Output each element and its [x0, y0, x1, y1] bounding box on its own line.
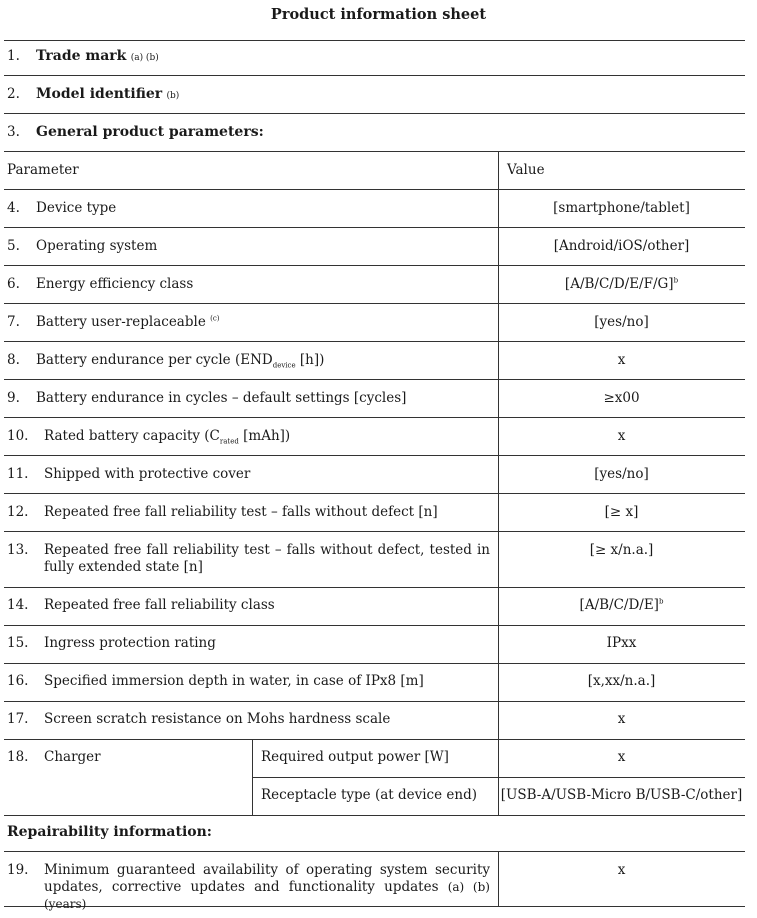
row-number: 11. — [7, 466, 29, 482]
rule — [4, 493, 745, 494]
rule — [4, 113, 745, 114]
footnote-refs: (a) (b) — [130, 53, 159, 63]
row-number: 12. — [7, 504, 29, 520]
item-number: 3. — [7, 124, 20, 140]
row-value: [yes/no] — [594, 466, 649, 482]
item-label: Model identifier — [36, 86, 163, 102]
row-value: IPxx — [606, 635, 637, 651]
rule — [4, 151, 745, 152]
row-number: 10. — [7, 428, 29, 444]
row-number: 18. — [7, 749, 29, 765]
row-parameter: Repeated free fall reliability test – falls without defect, tested in fully extended state [n] — [44, 542, 490, 575]
row-value: [Android/iOS/other] — [553, 238, 690, 254]
row-parameter: Ingress protection rating — [44, 635, 216, 651]
rule — [4, 227, 745, 228]
row-parameter: Repeated free fall reliability test – falls without defect [n] — [44, 504, 438, 520]
row-value: [≥ x/n.a.] — [589, 542, 654, 558]
row-value: x — [617, 711, 626, 727]
row-parameter: Battery endurance per cycle ($END_{device}$ [h]) — [36, 352, 325, 370]
row-number: 19. — [7, 862, 29, 878]
row-parameter: Shipped with protective cover — [44, 466, 251, 482]
rule — [4, 189, 745, 190]
row-number: 4. — [7, 200, 20, 216]
row-parameter: Operating system — [36, 238, 158, 254]
rule — [4, 341, 745, 342]
row-value: ≥x00 — [603, 390, 640, 406]
rule — [4, 701, 745, 702]
row-number: 6. — [7, 276, 20, 292]
rule — [4, 739, 745, 740]
row-value: [x,xx/n.a.] — [587, 673, 656, 689]
row-number: 15. — [7, 635, 29, 651]
row-number: 9. — [7, 390, 20, 406]
charger-sub-parameter: Receptacle type (at device end) — [261, 787, 477, 803]
charger-sub-value: x — [617, 749, 626, 765]
row-parameter: Screen scratch resistance on Mohs hardness scale — [44, 711, 391, 727]
rule — [4, 625, 745, 626]
row-value: $[A/B/C/D/E]^b$ — [579, 597, 664, 613]
charger-divider — [252, 739, 253, 815]
charger-label: Charger — [44, 749, 101, 765]
row-parameter: Battery user-replaceable $^{(c)}$ — [36, 314, 220, 330]
rule — [4, 531, 745, 532]
row-value: x — [617, 862, 626, 878]
row-value: [≥ x] — [604, 504, 639, 520]
item-label: General product parameters: — [36, 124, 264, 140]
row-value: [smartphone/tablet] — [553, 200, 690, 216]
row-parameter: Energy efficiency class — [36, 276, 194, 292]
row-value: [yes/no] — [594, 314, 649, 330]
row-number: 17. — [7, 711, 29, 727]
charger-sub-parameter: Required output power [W] — [261, 749, 449, 765]
row-parameter: Minimum guaranteed availability of operating system security updates, corrective updates and functionality updates (a) (b) (years) — [44, 862, 490, 911]
row-parameter: Device type — [36, 200, 117, 216]
item-number: 1. — [7, 48, 20, 64]
row-parameter: Specified immersion depth in water, in case of IPx8 [m] — [44, 673, 424, 689]
footnote-refs: (b) — [166, 91, 180, 101]
rule — [4, 303, 745, 304]
page-title: Product information sheet — [270, 6, 487, 23]
row-number: 5. — [7, 238, 20, 254]
row-parameter: Rated battery capacity ($C_{rated}$ [mAh]) — [44, 428, 291, 446]
rule — [4, 417, 745, 418]
row-parameter: Repeated free fall reliability class — [44, 597, 275, 613]
charger-sub-value: [USB-A/USB-Micro B/USB-C/other] — [500, 787, 743, 803]
row-number: 14. — [7, 597, 29, 613]
row-number: 7. — [7, 314, 20, 330]
rule-top — [4, 40, 745, 41]
rule — [4, 265, 745, 266]
header-value: Value — [507, 162, 545, 178]
row-number: 16. — [7, 673, 29, 689]
rule — [4, 587, 745, 588]
row-value: $[A/B/C/D/E/F/G]^b$ — [564, 276, 679, 292]
item-number: 2. — [7, 86, 20, 102]
rule — [4, 815, 745, 816]
rule — [4, 455, 745, 456]
rule — [4, 379, 745, 380]
rule — [4, 851, 745, 852]
row-parameter: Battery endurance in cycles – default settings [cycles] — [36, 390, 407, 406]
rule — [4, 663, 745, 664]
section-heading-repairability: Repairability information: — [7, 824, 212, 840]
row-value: x — [617, 352, 626, 368]
row-value: x — [617, 428, 626, 444]
row-number: 13. — [7, 542, 29, 558]
row-number: 8. — [7, 352, 20, 368]
rule — [4, 75, 745, 76]
item-label: Trade mark — [36, 48, 127, 64]
column-divider — [498, 851, 499, 906]
header-parameter: Parameter — [7, 162, 79, 178]
